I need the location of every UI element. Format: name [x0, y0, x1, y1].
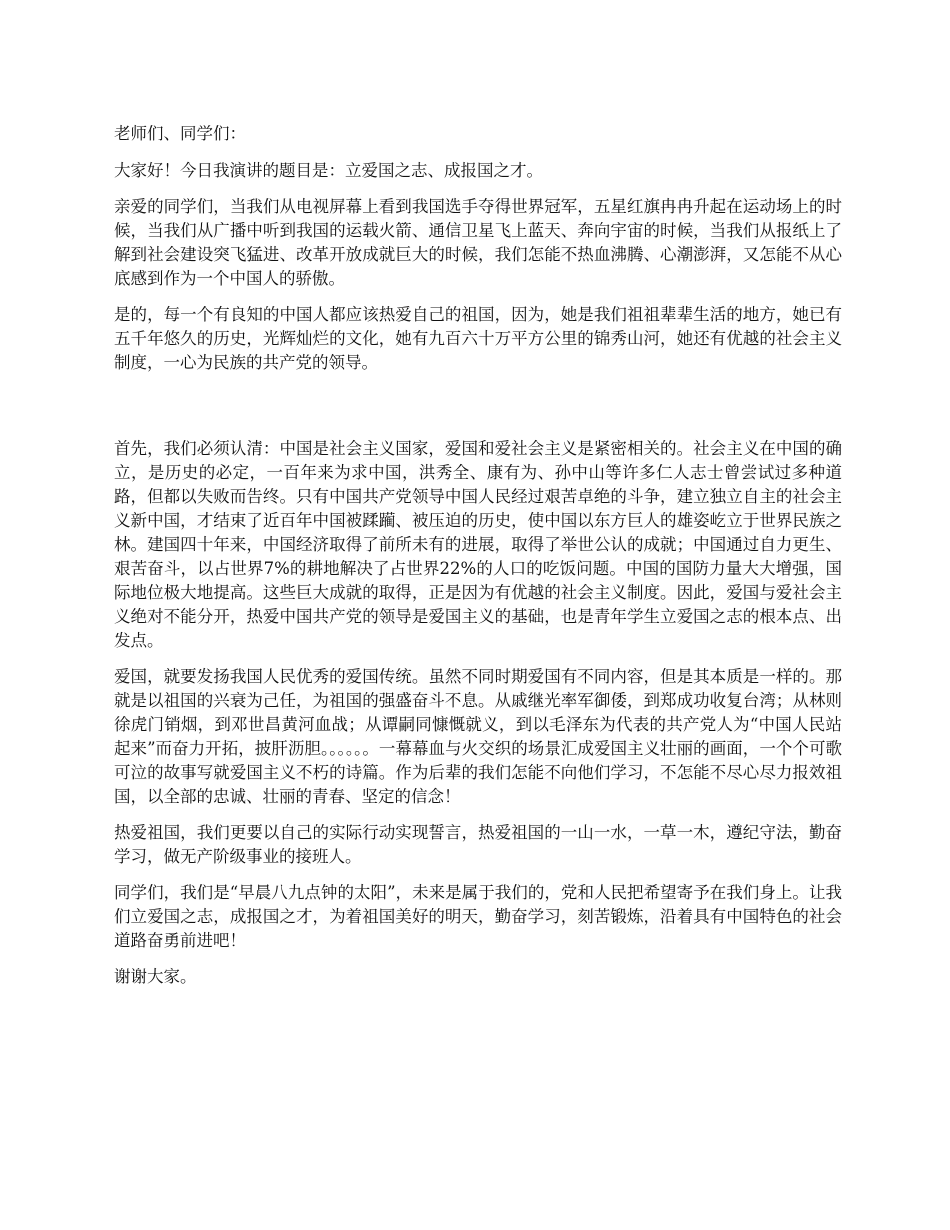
body-paragraph: 是的，每一个有良知的中国人都应该热爱自己的祖国，因为，她是我们祖祖辈辈生活的地方，她已有五千年悠久的历史，光辉灿烂的文化，她有九百六十万平方公里的锦秀山河，她还有优越的社会主义制度，一心为民族的共产党的领导。 — [114, 305, 842, 372]
body-paragraph: 爱国，就要发扬我国人民优秀的爱国传统。虽然不同时期爱国有不同内容，但是其本质是一样的。那就是以祖国的兴衰为己任，为祖国的强盛奋斗不息。从戚继光率军御倭，到郑成功收复台湾；从林则徐虎门销烟，到邓世昌黄河血战；从谭嗣同慷慨就义，到以毛泽东为代表的共产党人为“中国人民站起来”而奋力开拓，披肝沥胆。。。。。。一幕幕血与火交织的场景汇成爱国主义壮丽的画面，一个个可歌可泣的故事写就爱国主义不朽的诗篇。作为后辈的我们怎能不向他们学习，不怎能不尽心尽力报效祖国，以全部的忠诚、壮丽的青春、坚定的信念！ — [114, 667, 842, 806]
body-paragraph: 热爱祖国，我们更要以自己的实际行动实现誓言，热爱祖国的一山一水，一草一木，遵纪守法，勤奋学习，做无产阶级事业的接班人。 — [114, 823, 842, 866]
body-paragraph: 同学们，我们是“早晨八九点钟的太阳”，未来是属于我们的，党和人民把希望寄予在我们身上。让我们立爱国之志，成报国之才，为着祖国美好的明天，勤奋学习，刻苦锻炼，沿着具有中国特色的社会道路奋勇前进吧！ — [114, 883, 842, 950]
salutation: 老师们、同学们： — [114, 124, 246, 143]
body-paragraph: 首先，我们必须认清：中国是社会主义国家，爱国和爱社会主义是紧密相关的。社会主义在中国的确立，是历史的必定，一百年来为求中国，洪秀全、康有为、孙中山等许多仁人志士曾尝试过多种道路，但都以失败而告终。只有中国共产党领导中国人民经过艰苦卓绝的斗争，建立独立自主的社会主义新中国，才结束了近百年中国被蹂躏、被压迫的历史，使中国以东方巨人的雄姿屹立于世界民族之林。建国四十年来，中国经济取得了前所未有的进展，取得了举世公认的成就；中国通过自力更生、艰苦奋斗，以占世界7%的耕地解决了占世界22%的人口的吃饭问题。中国的国防力量大大增强，国际地位极大地提高。这些巨大成就的取得，正是因为有优越的社会主义制度。因此，爱国与爱社会主义绝对不能分开，热爱中国共产党的领导是爱国主义的基础，也是青年学生立爱国之志的根本点、出发点。 — [114, 439, 842, 650]
closing-line: 谢谢大家。 — [114, 967, 197, 986]
speech-document — [114, 122, 842, 1001]
body-paragraph: 亲爱的同学们，当我们从电视屏幕上看到我国选手夺得世界冠军，五星红旗冉冉升起在运动场上的时候，当我们从广播中听到我国的运载火箭、通信卫星飞上蓝天、奔向宇宙的时候，当我们从报纸上了解到社会建设突飞猛进、改革开放成就巨大的时候，我们怎能不热血沸腾、心潮澎湃，又怎能不从心底感到作为一个中国人的骄傲。 — [114, 197, 842, 288]
opening-paragraph: 大家好！今日我演讲的题目是：立爱国之志、成报国之才。 — [114, 161, 543, 180]
